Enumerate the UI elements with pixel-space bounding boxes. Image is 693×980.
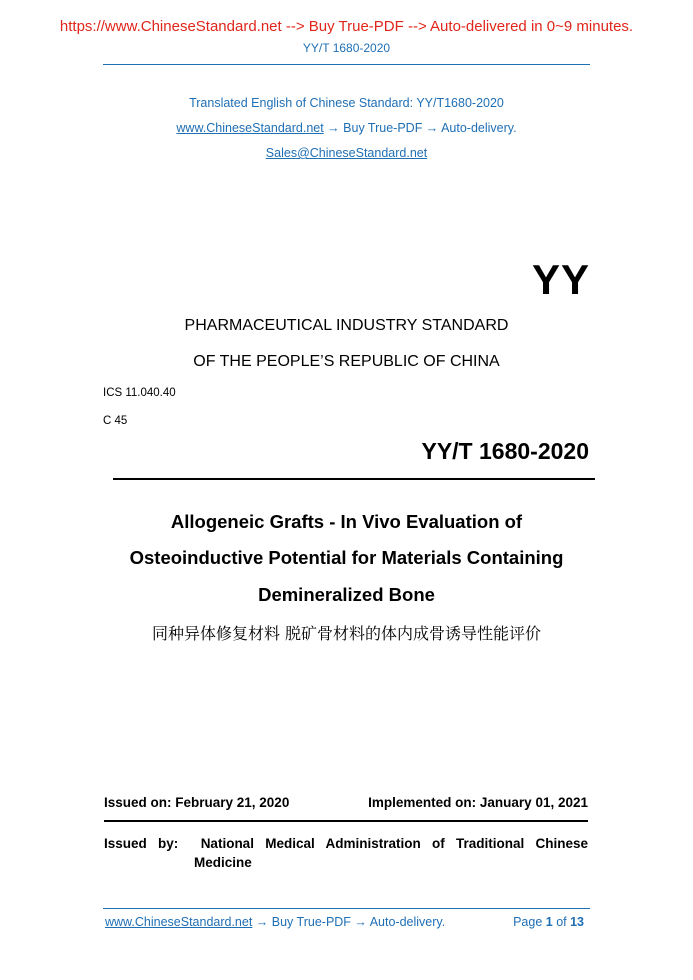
email-link[interactable]: Sales@ChineseStandard.net: [265, 146, 428, 160]
buy-line: [0, 121, 693, 135]
page-number: 1: [545, 915, 553, 929]
code-divider: [113, 478, 595, 480]
footer-divider: [103, 908, 590, 909]
title-line-1: Allogeneic Grafts - In Vivo Evaluation of: [170, 511, 523, 532]
footer-site-link[interactable]: www.ChineseStandard.net: [105, 915, 253, 929]
footer-buy-line: [105, 915, 445, 929]
ics-code: ICS 11.040.40: [103, 387, 176, 399]
page-indicator: [513, 915, 584, 929]
site-link[interactable]: www.ChineseStandard.net: [176, 121, 324, 135]
standard-code: YY/T 1680-2020: [421, 438, 589, 464]
page-label: Page: [513, 915, 546, 929]
industry-mark: YY: [531, 256, 590, 303]
page-total: 13: [570, 915, 584, 929]
buy-text: → Buy True-PDF → Auto-delivery.: [323, 121, 517, 135]
title-line-3: Demineralized Bone: [258, 584, 435, 605]
top-banner[interactable]: https://www.ChineseStandard.net --> Buy True-PDF --> Auto-delivered in 0~9 minutes.: [59, 18, 634, 35]
email-line: [0, 146, 693, 160]
title-line-2: Osteoinductive Potential for Materials Containing: [129, 547, 564, 568]
issued-by-line-1: National Medical Administration of Traditional Chinese: [200, 836, 588, 851]
footer-buy-text: → Buy True-PDF → Auto-delivery.: [252, 915, 446, 929]
translated-notice: Translated English of Chinese Standard: YY/T1680-2020: [189, 96, 504, 110]
issued-by-line-2: Medicine: [194, 855, 252, 870]
implemented-on: Implemented on: January 01, 2021: [368, 795, 588, 810]
title-chinese: 同种异体修复材料 脱矿骨材料的体内成骨诱导性能评价: [151, 624, 542, 643]
header-doc-id: YY/T 1680-2020: [302, 41, 391, 55]
date-divider: [104, 820, 588, 822]
header-divider: [103, 64, 590, 65]
issued-by-label: Issued by:: [104, 836, 179, 851]
industry-line-2: OF THE PEOPLE’S REPUBLIC OF CHINA: [193, 353, 500, 370]
ccs-code: C 45: [103, 415, 128, 427]
issued-on: Issued on: February 21, 2020: [104, 795, 290, 810]
of-label: of: [552, 915, 571, 929]
industry-line-1: PHARMACEUTICAL INDUSTRY STANDARD: [184, 317, 509, 334]
